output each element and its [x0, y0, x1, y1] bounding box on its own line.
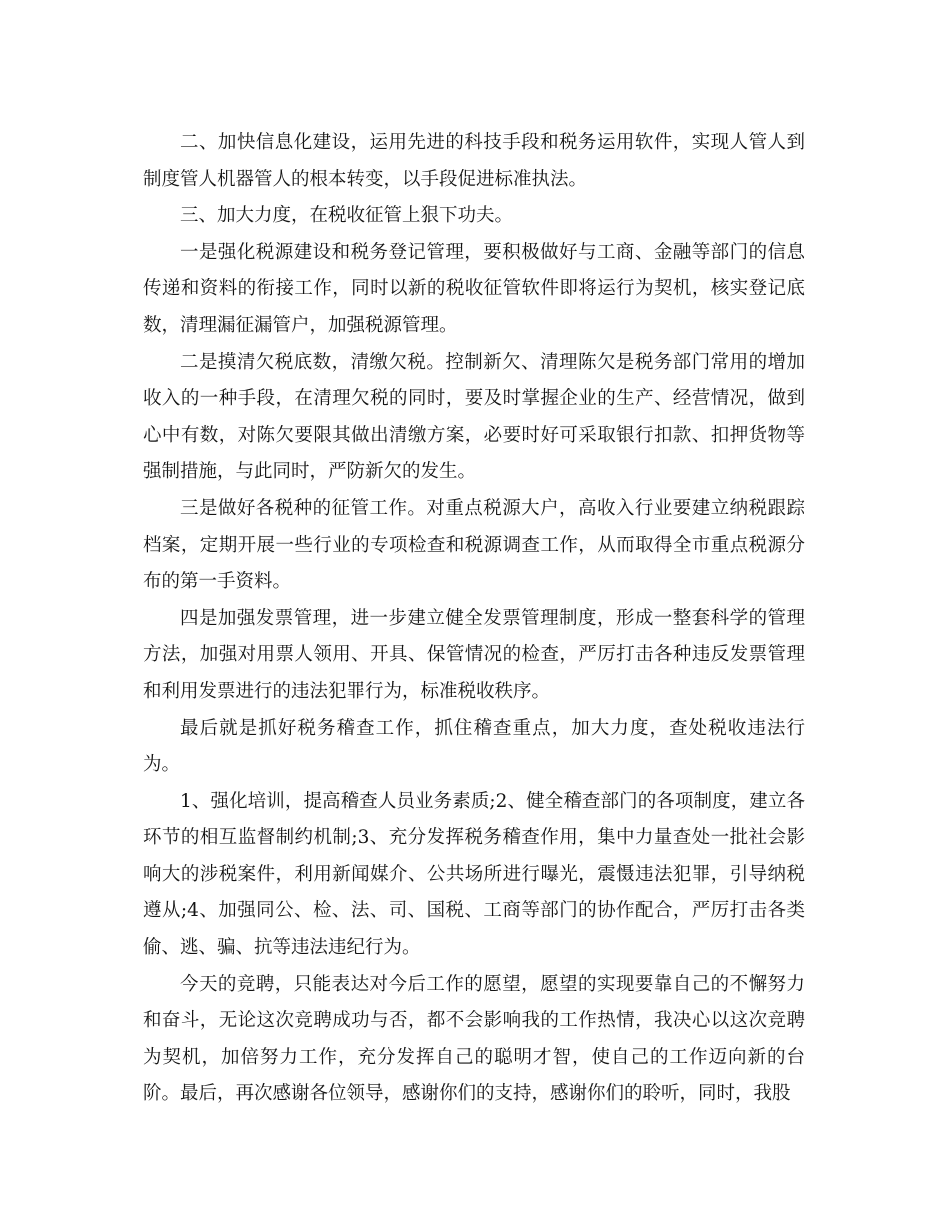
paragraph-closing-remarks: 今天的竞聘，只能表达对今后工作的愿望，愿望的实现要靠自己的不懈努力和奋斗，无论这次竞聘成功与否，都不会影响我的工作热情，我决心以这次竞聘为契机，加倍努力工作，充分发挥自己的聪明才智，使自己的工作迈向新的台阶。最后，再次感谢各位领导，感谢你们的支持，感谢你们的聆听，同时，我股 [143, 973, 805, 1105]
paragraph-informatization: 二、加快信息化建设，运用先进的科技手段和税务运用软件，实现人管人到制度管人机器管人的根本转变，以手段促进标准执法。 [143, 132, 805, 190]
paragraph-invoice-management: 四是加强发票管理，进一步建立健全发票管理制度，形成一整套科学的管理方法，加强对用票人领用、开具、保管情况的检查，严厉打击各种违反发票管理和利用发票进行的违法犯罪行为，标准税收秩序。 [143, 607, 805, 702]
paragraph-tax-type-management: 三是做好各税种的征管工作。对重点税源大户，高收入行业要建立纳税跟踪档案，定期开展一些行业的专项检查和税源调查工作，从而取得全市重点税源分布的第一手资料。 [143, 497, 805, 593]
paragraph-arrears-clearing: 二是摸清欠税底数，清缴欠税。控制新欠、清理陈欠是税务部门常用的增加收入的一种手段，在清理欠税的同时，要及时掌握企业的生产、经营情况，做到心中有数，对陈欠要限其做出清缴方案，必要时好可采取银行扣款、扣押货物等强制措施，与此同时，严防新欠的发生。 [143, 351, 805, 483]
document-body [143, 125, 805, 1113]
paragraph-collection-effort: 三、加大力度，在税收征管上狠下功夫。 [180, 205, 514, 227]
paragraph-tax-source-registration: 一是强化税源建设和税务登记管理，要积极做好与工商、金融等部门的信息传递和资料的衔接工作，同时以新的税收征管软件即将运行为契机，核实登记底数，清理漏征漏管户，加强税源管理。 [143, 241, 805, 336]
paragraph-tax-inspection: 最后就是抓好税务稽查工作，抓住稽查重点，加大力度，查处税收违法行为。 [143, 717, 805, 776]
paragraph-inspection-measures: 1、强化培训，提高稽查人员业务素质;2、健全稽查部门的各项制度，建立各环节的相互监督制约机制;3、充分发挥税务稽查作用，集中力量查处一批社会影响大的涉税案件，利用新闻媒介、公共场所进行曝光，震慑违法犯罪，引导纳税遵从;4、加强同公、检、法、司、国税、工商等部门的协作配合，严厉打击各类偷、逃、骗、抗等违法违纪行为。 [143, 790, 805, 959]
